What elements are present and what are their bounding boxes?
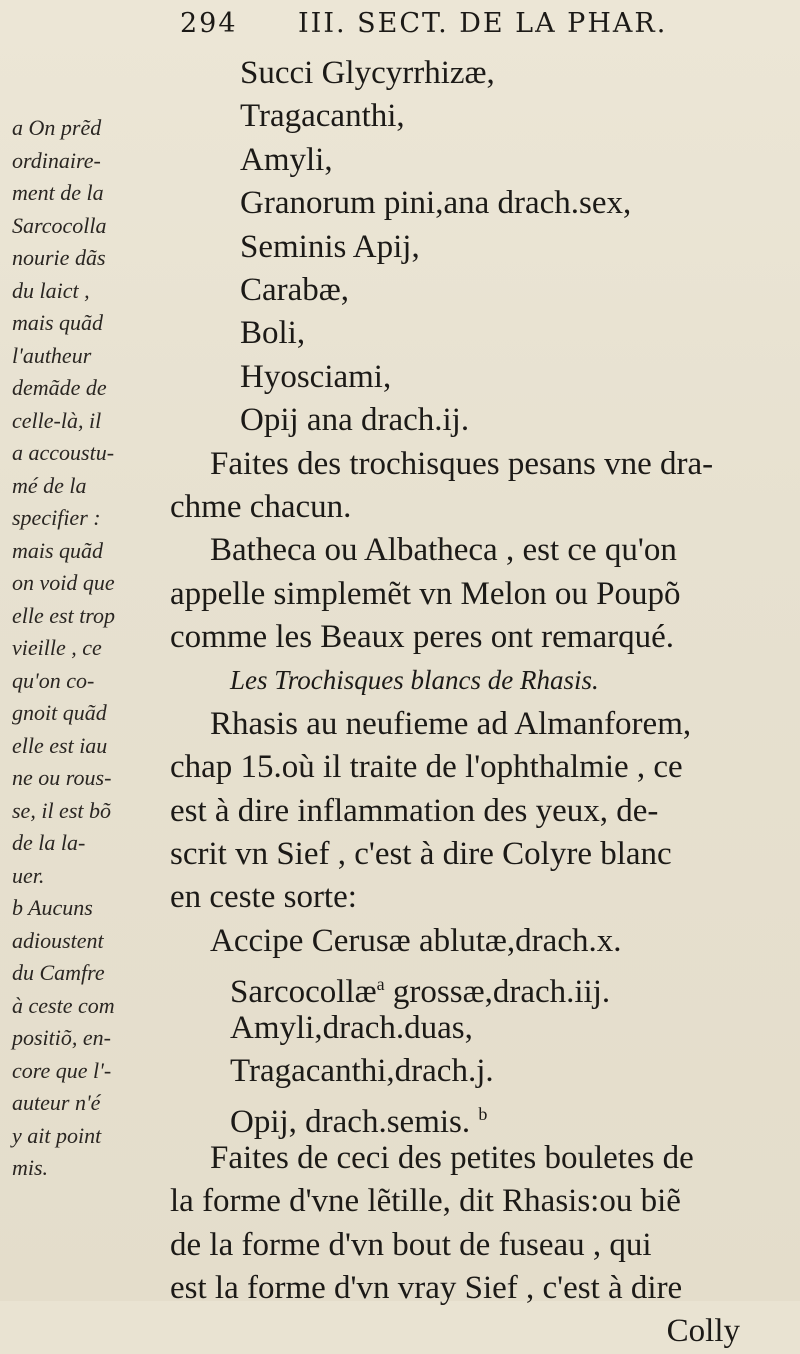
page-number: 294 bbox=[180, 8, 238, 39]
recipe-line: Granorum pini,ana drach.sex, bbox=[240, 185, 632, 222]
margin-line: nourie dãs bbox=[12, 245, 106, 270]
text-line: est la forme d'vn vray Sief , c'est à dire bbox=[170, 1269, 683, 1306]
margin-line: se, il est bõ bbox=[12, 797, 111, 823]
margin-line: de la la- bbox=[12, 830, 86, 855]
text-line: en ceste sorte: bbox=[170, 879, 357, 916]
margin-line: a accoustu- bbox=[12, 440, 115, 465]
recipe-text: grossæ,drach.iij. bbox=[392, 974, 611, 1011]
recipe-line: Succi Glycyrrhizæ, bbox=[240, 55, 495, 91]
text-line: scrit vn Sief , c'est à dire Colyre blanc bbox=[170, 836, 672, 873]
recipe-line: Hyosciami, bbox=[240, 358, 392, 395]
margin-line: Sarcocolla bbox=[12, 212, 107, 238]
recipe-line: Tragacanthi, bbox=[240, 98, 405, 135]
margin-line: positiõ, en- bbox=[12, 1025, 111, 1050]
margin-line: y ait point bbox=[12, 1122, 102, 1148]
recipe-line: Amyli,drach.duas, bbox=[230, 1009, 473, 1046]
section-title: Les Trochisques blancs de Rhasis. bbox=[230, 665, 599, 696]
text-line: est à dire inflammation des yeux, de- bbox=[170, 792, 659, 829]
margin-line: vieille , ce bbox=[12, 635, 102, 660]
text-line: chap 15.où il traite de l'ophthalmie , ce bbox=[170, 749, 683, 786]
margin-line: celle-là, il bbox=[12, 407, 102, 433]
margin-line: ordinaire- bbox=[12, 147, 101, 173]
recipe-line bbox=[170, 963, 800, 1011]
recipe-line: Amyli, bbox=[240, 141, 333, 178]
margin-notes bbox=[12, 112, 182, 1185]
text-line: Batheca ou Albatheca , est ce qu'on bbox=[210, 532, 677, 569]
recipe-line: Seminis Apij, bbox=[240, 228, 420, 265]
text-line: comme les Beaux peres ont remarqué. bbox=[170, 619, 674, 656]
margin-line: uer. bbox=[12, 862, 45, 888]
text-line: appelle simplemẽt vn Melon ou Poupõ bbox=[170, 575, 681, 612]
margin-line: mis. bbox=[12, 1155, 49, 1180]
margin-line: du laict , bbox=[12, 277, 90, 303]
margin-line: adioustent bbox=[12, 927, 104, 953]
note-mark-b: b bbox=[478, 1104, 488, 1125]
note-mark-a: a bbox=[376, 974, 385, 995]
margin-line: elle est iau bbox=[12, 732, 108, 758]
recipe-line: Opij ana drach.ij. bbox=[240, 402, 470, 439]
margin-line: l'autheur bbox=[12, 342, 92, 368]
text-line: chme chacun. bbox=[170, 488, 352, 525]
recipe-line: Accipe Cerusæ ablutæ,drach.x. bbox=[210, 922, 622, 959]
margin-line: elle est trop bbox=[12, 602, 116, 628]
recipe-line bbox=[170, 1093, 800, 1141]
margin-line: du Camfre bbox=[12, 960, 105, 985]
margin-line: specifier : bbox=[12, 505, 101, 530]
margin-line: b Aucuns bbox=[12, 895, 93, 920]
margin-line: core que l'- bbox=[12, 1057, 112, 1083]
catchword: Colly bbox=[666, 1313, 740, 1350]
recipe-text: Sarcocollæ bbox=[230, 974, 377, 1011]
recipe-line: Boli, bbox=[240, 315, 306, 352]
margin-line: a On prẽd bbox=[12, 115, 102, 140]
main-text bbox=[170, 52, 800, 1354]
margin-line: ne ou rous- bbox=[12, 765, 112, 790]
text-line: Faites des trochisques pesans vne dra- bbox=[210, 445, 714, 482]
page-header bbox=[180, 8, 740, 48]
margin-line: demãde de bbox=[12, 375, 107, 400]
text-line: de la forme d'vn bout de fuseau , qui bbox=[170, 1226, 652, 1263]
text-line: la forme d'vne lẽtille, dit Rhasis:ou biẽ bbox=[170, 1183, 681, 1220]
recipe-text: Opij, drach.semis. bbox=[230, 1104, 471, 1141]
margin-line: mais quãd bbox=[12, 537, 104, 563]
margin-line: gnoit quãd bbox=[12, 700, 107, 725]
margin-line: qu'on co- bbox=[12, 667, 95, 693]
margin-line: on void que bbox=[12, 570, 115, 595]
margin-line: auteur n'é bbox=[12, 1090, 101, 1115]
text-line: Rhasis au neufieme ad Almanforem, bbox=[210, 705, 692, 742]
margin-line: mé de la bbox=[12, 472, 87, 498]
recipe-line: Tragacanthi,drach.j. bbox=[230, 1052, 494, 1089]
margin-line: ment de la bbox=[12, 180, 104, 205]
margin-line: à ceste com bbox=[12, 992, 115, 1018]
recipe-line: Carabæ, bbox=[240, 271, 350, 308]
text-line: Faites de ceci des petites bouletes de bbox=[210, 1139, 694, 1176]
margin-line: mais quãd bbox=[12, 310, 104, 335]
running-title: III. SECT. DE LA PHAR. bbox=[298, 8, 668, 39]
